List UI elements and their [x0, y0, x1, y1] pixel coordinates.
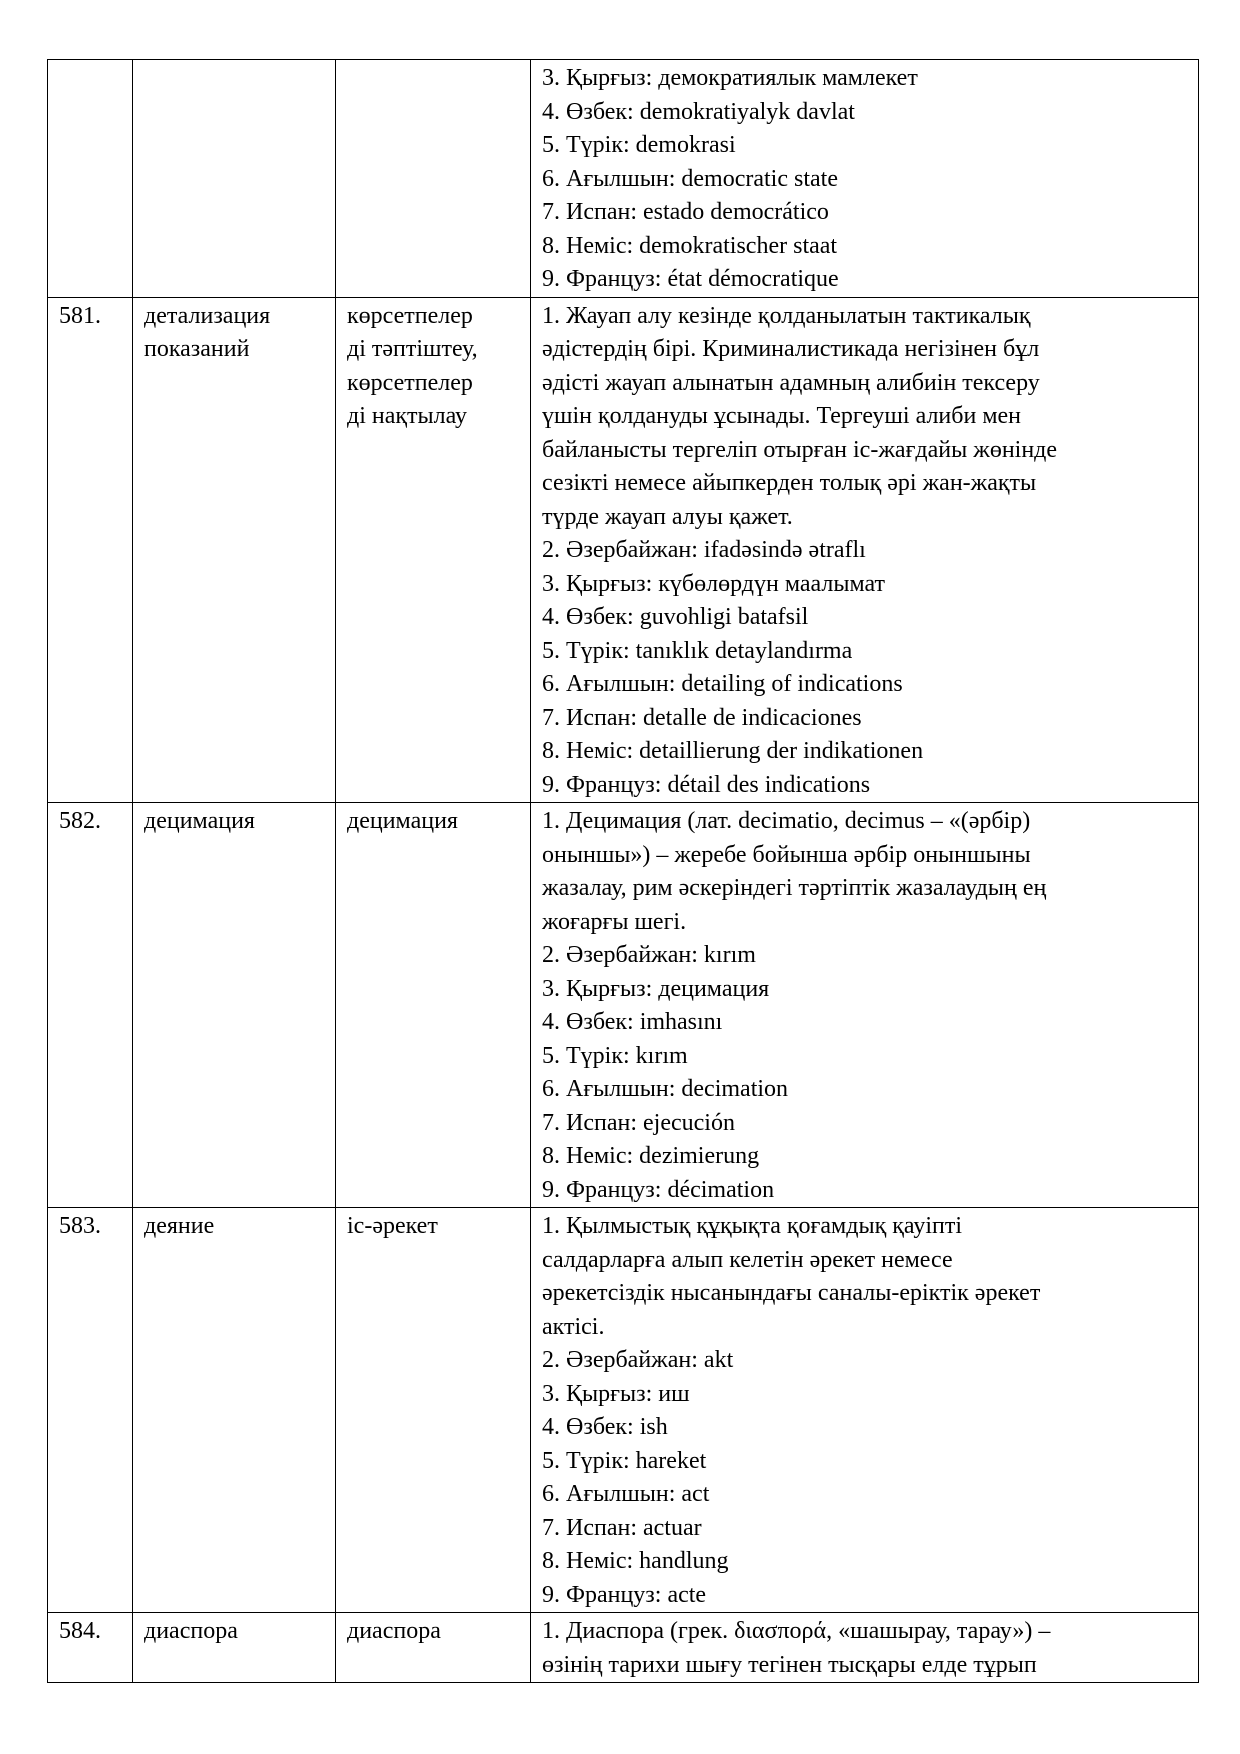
translation-line: 4. Өзбек: guvohligi batafsil [542, 604, 809, 630]
translation-line: 7. Испан: ejecución [542, 1109, 735, 1136]
translation-line: 5. Түрік: hareket [542, 1447, 707, 1474]
translation-line: 7. Испан: detalle de indicaciones [542, 704, 862, 731]
definition-line: сезікті немесе айыпкерден толық әрі жан-жақты [542, 470, 1037, 496]
russian-term: диаспора [144, 1618, 238, 1644]
russian-term: детализация [144, 302, 271, 329]
kazakh-term: ді тәптіштеу, [347, 336, 478, 362]
continued-row [48, 60, 1199, 298]
russian-term: деяние [144, 1213, 215, 1239]
definition-line: байланысты тергеліп отырған іс-жағдайы жөнінде [542, 436, 1058, 463]
kazakh-term: децимация [347, 808, 458, 834]
translation-line: 4. Өзбек: imhasını [542, 1009, 723, 1035]
translation-line: 9. Француз: détail des indications [542, 771, 871, 798]
russian-term-cell [133, 1208, 336, 1613]
translation-line: 7. Испан: estado democrático [542, 199, 829, 225]
russian-term-cell [133, 60, 336, 298]
translation-line: 3. Қырғыз: децимация [542, 975, 770, 1002]
entry-number: 581. [59, 302, 101, 329]
translation-line: 9. Француз: décimation [542, 1176, 775, 1203]
kazakh-term: көрсетпелер [347, 302, 473, 329]
definition-line: 1. Жауап алу кезінде қолданылатын тактикалық [542, 302, 1031, 329]
translation-line: 5. Түрік: demokrasi [542, 132, 736, 158]
entry-row [48, 1208, 1199, 1613]
number-cell [48, 297, 133, 803]
kazakh-term-cell [336, 1613, 531, 1683]
number-cell [48, 1613, 133, 1683]
entry-row [48, 297, 1199, 803]
translation-line: 3. Қырғыз: демократиялык мамлекет [542, 65, 918, 91]
russian-term: показаний [144, 336, 250, 362]
number-cell [48, 803, 133, 1208]
definition-line: оныншы») – жеребе бойынша әрбір оныншыны [542, 841, 1031, 868]
translation-line: 8. Неміс: dezimierung [542, 1143, 760, 1169]
translation-line: 6. Ағылшын: act [542, 1481, 710, 1507]
definition-line: әрекетсіздік нысанындағы саналы-еріктік әрекет [542, 1280, 1041, 1306]
definition-line: 1. Диаспора (грек. διασπορά, «шашырау, тарау») – [542, 1618, 1051, 1644]
translation-line: 7. Испан: actuar [542, 1514, 702, 1541]
translation-line: 3. Қырғыз: күбөлөрдүн маалымат [542, 570, 886, 597]
number-cell [48, 60, 133, 298]
translation-line: 8. Неміс: demokratischer staat [542, 232, 838, 259]
entry-number: 583. [59, 1213, 101, 1239]
definition-cell [531, 60, 1199, 298]
definition-line: 1. Қылмыстық құқықта қоғамдық қауіпті [542, 1213, 962, 1239]
translation-line: 6. Ағылшын: democratic state [542, 165, 838, 192]
definition-cell [531, 803, 1199, 1208]
definition-line: түрде жауап алуы қажет. [542, 503, 793, 530]
kazakh-term-cell [336, 60, 531, 298]
entry-number: 582. [59, 808, 101, 834]
russian-term-cell [133, 1613, 336, 1683]
kazakh-term: іс-әрекет [347, 1213, 438, 1239]
entry-number: 584. [59, 1618, 101, 1644]
definition-line: өзінің тарихи шығу тегінен тысқары елде тұрып [542, 1651, 1037, 1678]
translation-line: 9. Француз: état démocratique [542, 266, 839, 292]
definition-line: жоғарғы шегі. [542, 908, 687, 935]
kazakh-term: көрсетпелер [347, 369, 473, 396]
number-cell [48, 1208, 133, 1613]
definition-cell [531, 297, 1199, 803]
translation-line: 2. Әзербайжан: ifadəsində ətraflı [542, 537, 866, 563]
russian-term-cell [133, 297, 336, 803]
translation-line: 8. Неміс: detaillierung der indikationen [542, 738, 924, 764]
definition-line: салдарларға алып келетін әрекет немесе [542, 1246, 953, 1273]
definition-cell [531, 1613, 1199, 1683]
translation-line: 5. Түрік: kırım [542, 1042, 688, 1069]
entry-row [48, 803, 1199, 1208]
definition-line: актісі. [542, 1313, 605, 1340]
definition-line: әдістердің бірі. Криминалистикада негізінен бұл [542, 336, 1040, 362]
definition-line: әдісті жауап алынатын адамның алибиін тексеру [542, 369, 1040, 396]
translation-line: 4. Өзбек: ish [542, 1414, 668, 1440]
translation-line: 6. Ағылшын: decimation [542, 1076, 789, 1102]
translation-line: 4. Өзбек: demokratiyalyk davlat [542, 98, 855, 125]
translation-line: 2. Әзербайжан: akt [542, 1347, 734, 1373]
dictionary-table [47, 59, 1199, 1683]
kazakh-term-cell [336, 1208, 531, 1613]
kazakh-term-cell [336, 297, 531, 803]
translation-line: 9. Француз: acte [542, 1581, 707, 1608]
russian-term: децимация [144, 808, 255, 834]
definition-line: жазалау, рим әскеріндегі тәртіптік жазалаудың ең [542, 875, 1047, 901]
translation-line: 3. Қырғыз: иш [542, 1380, 690, 1407]
definition-line: үшін қолдануды ұсынады. Тергеуші алиби мен [542, 403, 1022, 429]
translation-line: 5. Түрік: tanıklık detaylandırma [542, 637, 853, 664]
kazakh-term: диаспора [347, 1618, 441, 1644]
definition-cell [531, 1208, 1199, 1613]
translation-line: 6. Ағылшын: detailing of indications [542, 671, 903, 697]
definition-line: 1. Децимация (лат. decimatio, decimus – «(әрбір) [542, 808, 1031, 834]
translation-line: 8. Неміс: handlung [542, 1548, 729, 1574]
dictionary-body [48, 60, 1199, 1683]
kazakh-term-cell [336, 803, 531, 1208]
translation-line: 2. Әзербайжан: kırım [542, 942, 756, 968]
entry-row [48, 1613, 1199, 1683]
kazakh-term: ді нақтылау [347, 403, 468, 429]
russian-term-cell [133, 803, 336, 1208]
